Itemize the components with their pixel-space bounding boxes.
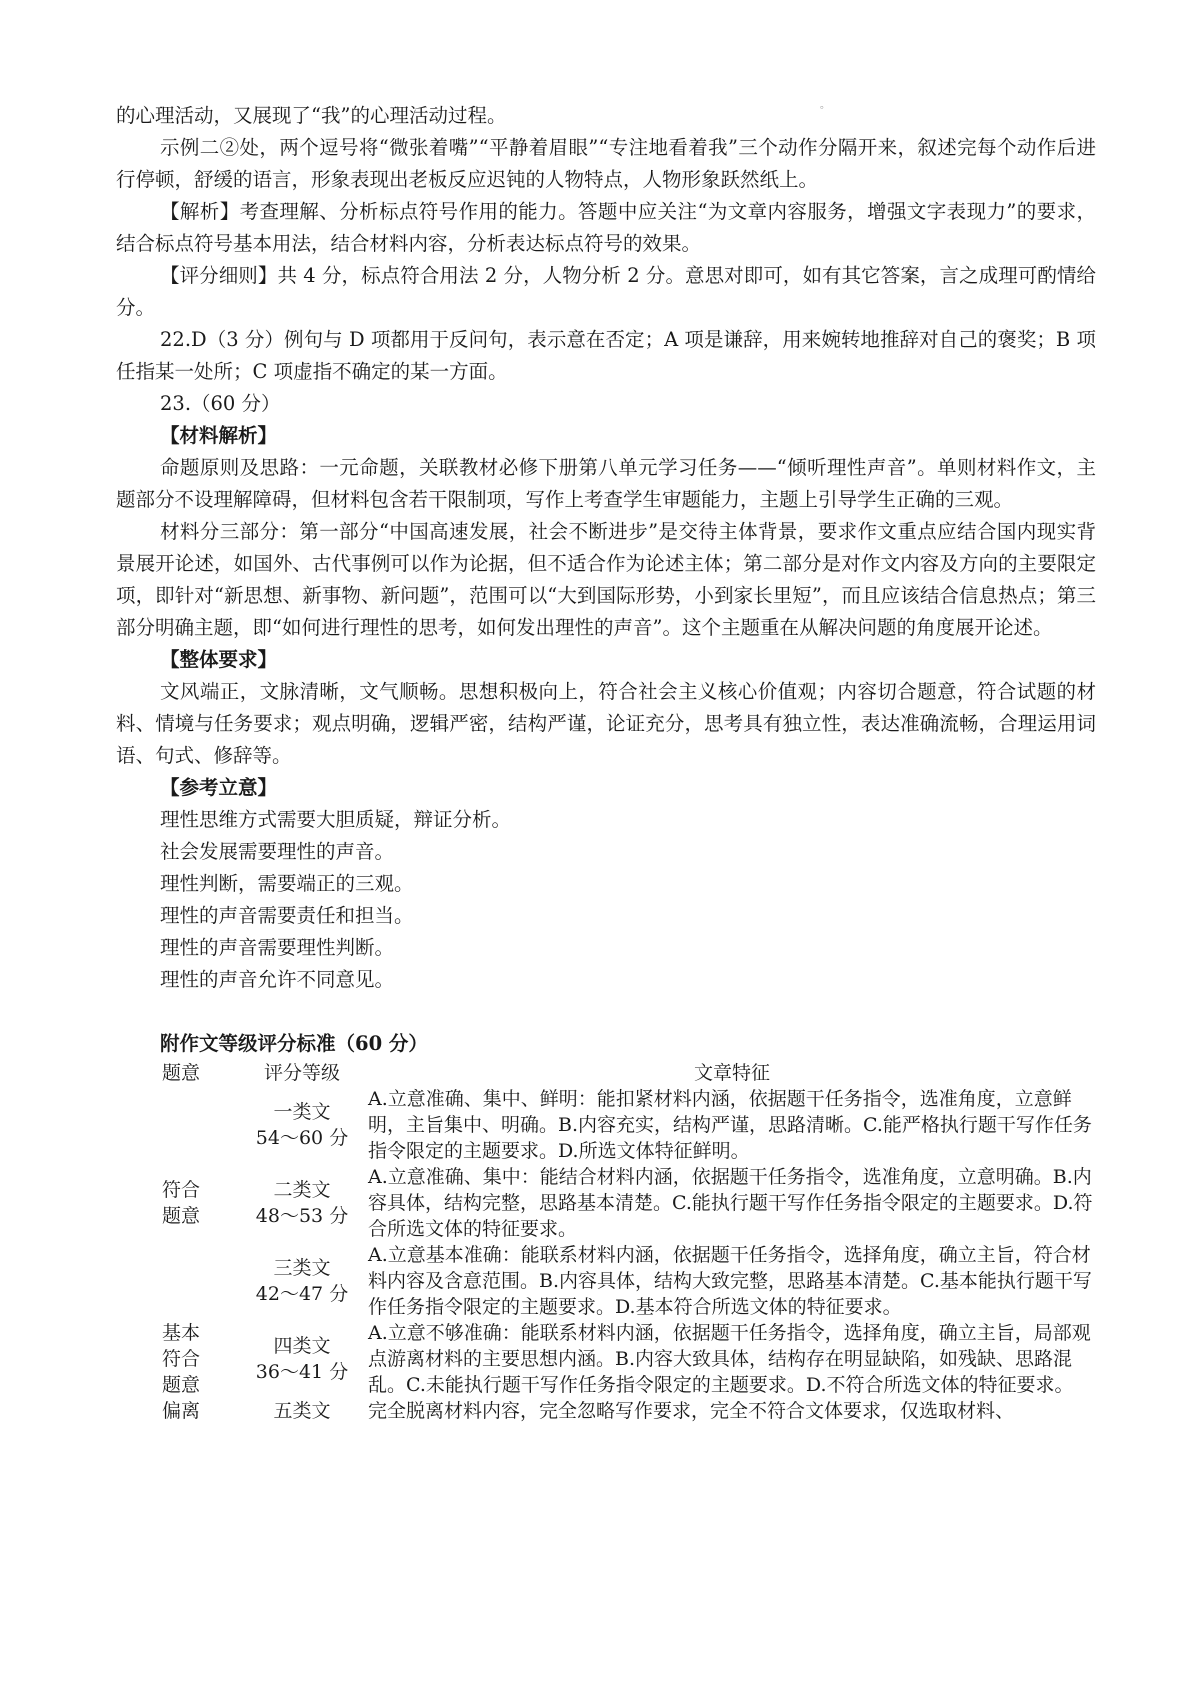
grade-range: 54～60 分 [255, 1127, 349, 1149]
section-heading-ideas: 【参考立意】 [160, 776, 278, 799]
table-row [156, 1086, 1096, 1164]
table-row [156, 1398, 1096, 1424]
grade-cell [242, 1086, 362, 1164]
table-row [156, 1164, 1096, 1242]
paragraph-question-22: 22.D（3 分）例句与 D 项都用于反问句，表示意在否定；A 项是谦辞，用来婉转地推辞对自己的褒奖；B 项任指某一处所；C 项虚指不确定的某一方面。 [116, 328, 1096, 383]
features-cell: 完全脱离材料内容，完全忽略写作要求，完全不符合文体要求，仅选取材料、 [368, 1400, 1015, 1422]
grade-cell [242, 1320, 362, 1398]
grade-cell [242, 1242, 362, 1320]
header-grade: 评分等级 [263, 1062, 340, 1084]
header-mark: 。 [820, 100, 830, 111]
features-cell: A.立意不够准确：能联系材料内涵，依据题干任务指令，选择角度，确立主旨，局部观点游离材料的主要思想内涵。B.内容大致具体，结构存在明显缺陷，如残缺、思路混乱。C.未能执行题干写作任务指令限定的主题要求。D.不符合所选文体的特征要求。 [368, 1322, 1091, 1396]
paragraph-principle: 命题原则及思路：一元命题，关联教材必修下册第八单元学习任务——“倾听理性声音”。单则材料作文，主题部分不设理解障碍，但材料包含若干限制项，写作上考查学生审题能力，主题上引导学生正确的三观。 [116, 456, 1096, 511]
group-label: 偏离 [162, 1400, 201, 1422]
header-features: 文章特征 [693, 1062, 770, 1084]
table-header-row [156, 1060, 1096, 1086]
grade-range: 42～47 分 [255, 1283, 349, 1305]
idea-line: 理性的声音需要责任和担当。 [160, 904, 414, 927]
grade-range: 48～53 分 [255, 1205, 349, 1227]
table-row [156, 1320, 1096, 1398]
idea-line: 理性思维方式需要大胆质疑，辩证分析。 [160, 808, 512, 831]
paragraph-scoring-rules: 【评分细则】共 4 分，标点符合用法 2 分，人物分析 2 分。意思对即可，如有其它答案，言之成理可酌情给分。 [116, 264, 1096, 319]
paragraph-requirements: 文风端正，文脉清晰，文气顺畅。思想积极向上，符合社会主义核心价值观；内容切合题意，符合试题的材料、情境与任务要求；观点明确，逻辑严密，结构严谨，论证充分，思考具有独立性，表达准确流畅，合理运用词语、句式、修辞等。 [116, 680, 1096, 767]
section-heading-material: 【材料解析】 [160, 424, 278, 447]
document-body [116, 100, 1096, 1424]
paragraph-analysis: 【解析】考查理解、分析标点符号作用的能力。答题中应关注“为文章内容服务，增强文字表现力”的要求，结合标点符号基本用法，结合材料内容，分析表达标点符号的效果。 [116, 200, 1096, 255]
table-title: 附作文等级评分标准（60 分） [160, 1032, 428, 1055]
paragraph-continuation: 的心理活动，又展现了“我”的心理活动过程。 [116, 104, 507, 127]
paragraph-material-parts: 材料分三部分：第一部分“中国高速发展，社会不断进步”是交待主体背景，要求作文重点应结合国内现实背景展开论述，如国外、古代事例可以作为论据，但不适合作为论述主体；第二部分是对作文内容及方向的主要限定项，即针对“新思想、新事物、新问题”，范围可以“大到国际形势，小到家长里短”，而且应该结合信息热点；第三部分明确主题，即“如何进行理性的思考，如何发出理性的声音”。这个主题重在从解决问题的角度展开论述。 [116, 520, 1096, 639]
idea-line: 理性的声音需要理性判断。 [160, 936, 395, 959]
features-cell: A.立意准确、集中、鲜明：能扣紧材料内涵，依据题干任务指令，选准角度，立意鲜明，主旨集中、明确。B.内容充实，结构严谨，思路清晰。C.能严格执行题干写作任务指令限定的主题要求。D.所选文体特征鲜明。 [368, 1088, 1092, 1162]
paragraph-example-two: 示例二②处，两个逗号将“微张着嘴”“平静着眉眼”“专注地看着我”三个动作分隔开来，叙述完每个动作后进行停顿，舒缓的语言，形象表现出老板反应迟钝的人物特点，人物形象跃然纸上。 [116, 136, 1096, 191]
header-topic: 题意 [162, 1062, 201, 1084]
group-label: 基本符合题意 [162, 1322, 201, 1396]
grade-cell [242, 1398, 362, 1424]
group-label: 符合题意 [162, 1179, 201, 1227]
grade-range: 36～41 分 [255, 1361, 349, 1383]
grade-cell [242, 1164, 362, 1242]
paragraph-question-23: 23.（60 分） [160, 392, 281, 415]
idea-line: 社会发展需要理性的声音。 [160, 840, 395, 863]
grading-table [156, 1060, 1096, 1424]
grade-name: 二类文 [273, 1179, 331, 1201]
grade-name: 五类文 [273, 1400, 331, 1422]
idea-line: 理性的声音允许不同意见。 [160, 968, 395, 991]
grade-name: 一类文 [273, 1101, 331, 1123]
features-cell: A.立意基本准确：能联系材料内涵，依据题干任务指令，选择角度，确立主旨，符合材料内容及含意范围。B.内容具体，结构大致完整，思路基本清楚。C.基本能执行题干写作任务指令限定的主题要求。D.基本符合所选文体的特征要求。 [368, 1244, 1092, 1318]
features-cell: A.立意准确、集中：能结合材料内涵，依据题干任务指令，选准角度，立意明确。B.内容具体，结构完整，思路基本清楚。C.能执行题干写作任务指令限定的主题要求。D.符合所选文体的特征要求。 [368, 1166, 1093, 1240]
grade-name: 四类文 [273, 1335, 331, 1357]
table-row [156, 1242, 1096, 1320]
section-heading-requirements: 【整体要求】 [160, 648, 278, 671]
idea-line: 理性判断，需要端正的三观。 [160, 872, 414, 895]
grade-name: 三类文 [273, 1257, 331, 1279]
